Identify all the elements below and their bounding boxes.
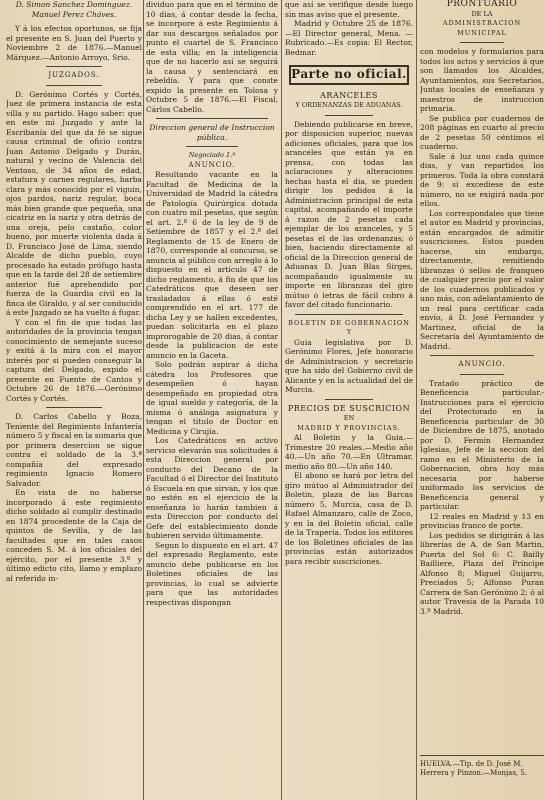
madrid-heading: MADRID Y PROVINCIAS. <box>297 423 401 432</box>
ad-paragraph: con modelos y formularios para todos los actos y servicios á que son llamados los Alcaldes, Ayuntamientos, sus Secretarios, Juntas locales de enseñanza y maestros de instruccion primaria. <box>420 47 544 113</box>
edict-paragraph: D. Carlos Cabello y Boza, Teniente del Regimiento Infantería número 5 y fiscal en la sumaria que por primera desercion se sigue contra el soldado de la 3.ª compañía del expresado regimiento Ignacio Romero Salvador. <box>6 412 142 488</box>
ad-paragraph: Tratado práctico de Beneficencia particular.-Instrucciones para el ejercicio del Protectorado en la Beneficencia particular de 30 de Diciembre de 1875, anotado por D. Fermin Hernandez Iglesias, Jefe de la seccion del ramo en el Ministerio de la Gobernacion, obra hoy más necesaria por haberse uniformado los servicios de Beneficencia general y particular. <box>420 378 544 511</box>
divider <box>156 118 268 119</box>
ad-paragraph: Los pedidos se dirigirán á las librerías de A. de San Martin, Puerta del Sol 6: C. Bailly Bailliere, Plaza del Príncipe Alfonso 8; Miguel Guijarro, Preciados 5; Alfonso Puran Carrera de San Gerónimo 2; ó al autor Travesía de la Parada 10 3.º Madrid. <box>420 530 544 616</box>
section-heading-direccion: Direccion general de Instruccion pública. <box>149 123 275 142</box>
column-3 <box>285 0 413 800</box>
section-heading-juzgados: JUZGADOS. <box>48 71 100 79</box>
column-rule <box>143 0 144 800</box>
edict-paragraph: D. Gerónimo Cortés y Cortés, Juez de primera instancia de esta villa y su partido. Hago saber: que en este mi Juzgado y ante la Escribanía del que da fé se sigue causa criminal de oficio contra Juan Antonio Delgado y Durán, natural y vecino de Valencia del Ventoso, de 34 años de edad, estatura y carnes regulares, barba clara y más conocido por el viguin, ojos pardos, nariz regular, boca más bien grande que pequeña, una cicatriz en la nariz y otra detrás de una oreja, pelo castaño, color bueno, por muerte violenta dada á D. Francisco José de Lima, siendo Alcalde de dicho pueblo, cuyo procesado ha estado prófugo hasta que en la tarde del 28 de setiembre anterior fué aprehendido por fuerza de la Guardia civil en la finca de Giraldo, y al ser conducido á este Juzgado se ha vuelto á fugar. <box>6 89 142 317</box>
signature-line: D. Simon Sanchez Dominguez. <box>15 0 133 9</box>
de-la-label: DE LA <box>471 9 493 18</box>
divider <box>46 407 102 408</box>
divider <box>46 66 102 67</box>
column-2 <box>146 0 278 800</box>
announcement-paragraph: Los Catedráticos en activo servicio elevarán sus solicitudes á esta Direccion general por conducto del Decano de la Facultad ó el Director del Instituto ó Escuela en que sirvan, y los que no estén en el ejercicio de la enseñanza lo harán tambien á esta Direccion por conducto del Gefe del establecimiento donde hubieren servido últimamente. <box>146 436 278 540</box>
divider <box>46 85 102 86</box>
column-1 <box>6 0 142 800</box>
edict-paragraph: Y á los efectos oportunos, se fija el presente en S. Juan del Puerto y Noviembre 2 de 1876.—Manuel Márquez.—Antonio Arroyo, Srio. <box>6 24 142 62</box>
announcement-paragraph: Solo podrán aspirar á dicha cátedra los Profesores que desempeñen ó hayan desempeñado en propiedad otra de igual sueldo y categoría, de la misma ó análoga asignatura y tengan el título de Doctor en Medicina y Cirujía. <box>146 360 278 436</box>
ad-paragraph: Sale á luz uno cada quince dias, y van repartidos los primeros. Toda la obra constará de 9: si excediese de este número, no se exigirá nada por ellos. <box>420 151 544 208</box>
printer-footer: HUELVA.—Tip. de D. José M. Herrera y Pinzon.—Monjas, 5. <box>420 755 544 778</box>
ordenanzas-heading: Y ORDENANZAS DE ADUANAS. <box>295 101 403 109</box>
edict-paragraph: Y con el fin de que todas las autoridades de la provincia tengan conocimiento de semejante suceso y exitá á la mira con el mayor interés por si pueden conseguir la captura del Delgado, expido el presente en Fuente de Cantos y Octubre 26 de 1876.—Gerónimo Cortés y Cortés. <box>6 317 142 403</box>
administracion-heading: ADMINISTRACION MUNICIPAL <box>442 19 522 37</box>
edict-paragraph: En vista de no haberse incorporado á este regimiento dicho soldado al cumplir destinado en 1874 procedente de la Caja de quintos de Sevilla, y de las facultades que en tales casos conceden S. M. á los oficiales del ejército, por el presente 3.º y último edicto cito, llamo y emplazo al referido in- <box>6 488 142 583</box>
divider <box>460 42 504 43</box>
boletin-heading: BOLETIN DE GOBERNACION <box>288 318 410 327</box>
price-paragraph: Al Boletin y la Guia.—Trimestre 20 reales.—Medio año 40.—Un año 70.—En Ultramar, medio año 80.—Un año 140. <box>285 433 413 471</box>
anuncio-heading: ANUNCIO. <box>458 360 506 368</box>
anuncio-heading: ANUNCIO. <box>188 160 236 169</box>
notice-paragraph: El abono se hará por letra del giro mútuo al Administrador del Boletin, plaza de las Barcas número 5, Murcia, casa de D. Rafael Almanzaro, calle de Zoco, y en la del Boletin oficial, calle de la Trapería. Todos los editores de los Boletines oficiales de las provincias están autorizados para recibir suscriciones. <box>285 471 413 566</box>
ad-paragraph: 12 reales en Madrid y 13 en provincias franco de porte. <box>420 511 544 530</box>
signature-paragraph: Madrid y Octubre 25 de 1876. —El Director general, Mena. —Rubricado.—Es copia: El Rector, Bedmar. <box>285 19 413 57</box>
column-4 <box>420 0 544 800</box>
ad-paragraph: Se publica por cuadernos de 208 páginas en cuarto al precio de 2 pesetas 50 céntimos el cuaderno. <box>420 113 544 151</box>
en-label: EN <box>343 414 355 422</box>
parte-no-oficial-heading: Parte no oficial. <box>289 65 409 85</box>
divider <box>430 355 534 356</box>
edict-paragraph: dividuo para que en el término de 10 dias, á contar desde la fecha, se incorpore á este Regimiento á dar sus descargos señalados por punto el cuartel de S. Francisco de esta villa; en la inteligencia que de no hacerlo así se seguirá la causa y sentenciará en rebeldía. Y para que conste expido la presente en Tolosa y Octubre 5 de 1876.—El Fiscal, Cárlos Cabello. <box>146 0 278 114</box>
column-rule <box>281 0 282 800</box>
conjunction-y: Y <box>346 328 352 336</box>
divider <box>460 374 504 375</box>
prontuario-heading: PRONTUARIO <box>446 0 518 9</box>
aranceles-heading: ARANCELES <box>320 90 378 100</box>
precios-heading: PRECIOS DE SUSCRICION <box>287 403 411 413</box>
column-rule <box>416 0 417 800</box>
signature-line: Manuel Perez Cháves. <box>31 9 117 19</box>
notice-paragraph: Guia legislativa por D. Gerónimo Flores, Jefe honorario de Administracion y secretario que ha sido del Gobierno civil de Alicante y en la actualidad del de Murcia. <box>285 337 413 394</box>
divider <box>325 399 373 400</box>
ad-paragraph: Los correspondales que tiene el autor en Madrid y provincias, están encargados de admitir suscriciones. Estos pueden hacerse, sin embargo, directamente, remitiendo libranzas ó sellos de franqueo de cualquier precio por el valor de los cuadernos publicados y uno más, con adelantamiento de un real para certificar cada envío, á D. José Fernandez y Martinez, oficial de la Secretaría del Ayuntamiento de Madrid. <box>420 208 544 351</box>
announcement-paragraph: Resultando vacante en la Facultad de Medicina de la Universidad de Madrid la cátedra de Patología Quirúrgica dotada con cuatro mil pesetas, que según el art. 2.º 6 de la ley de 9 de Setiembre de 1857 y el 2.º del Reglamento de 15 de Enero de 1870, corresponde al concurso, se anuncia al público con arreglo á lo dispuesto en el artículo 47 de dicho reglamento, á fin de que los Catedráticos que deseen ser trasladados á ellas ó esté comprendido en el art. 177 de dicha Ley y se hallen excedentes, puedan solicitarla en el plazo improrogable de 20 dias, á contar desde la publicacion de este anuncio en la Gaceta. <box>146 170 278 360</box>
announcement-paragraph: Segun lo dispuesto en el art. 47 del expresado Reglamento, este anuncio debe publicarse en los Boletines oficiales de las provincias, lo cual se advierte para que las autoridades respectivas dispongan <box>146 540 278 607</box>
divider <box>325 115 373 116</box>
negociado-label: Negociado 1.º <box>188 151 236 159</box>
divider <box>186 146 238 147</box>
divider <box>295 314 403 315</box>
announcement-paragraph: que así se verifique desde luego sin mas aviso que el presente. <box>285 0 413 19</box>
notice-paragraph: Debiendo publicarse en breve, por disposicion superior, nuevas adiciones oficiales, para que los aranceles que están ya en prensa, con todas las aclaraciones y alteraciones hechas hasta el dia, se pueden dirigir los pedidos á la Administracion principal de esta capital, acompañando el importe á razon de 2 pesetas cada ejemplar de los aranceles, y 5 pesetas el de las ordenanzas; ó bien, haciendo directamente al oficial de la Direccion general de Aduanas D. Juan Blas Sirges, acompañando igualmente su importe en libranzas del giro mútuo ó letras de fácil cobro á favor del citado funcionario. <box>285 119 413 309</box>
